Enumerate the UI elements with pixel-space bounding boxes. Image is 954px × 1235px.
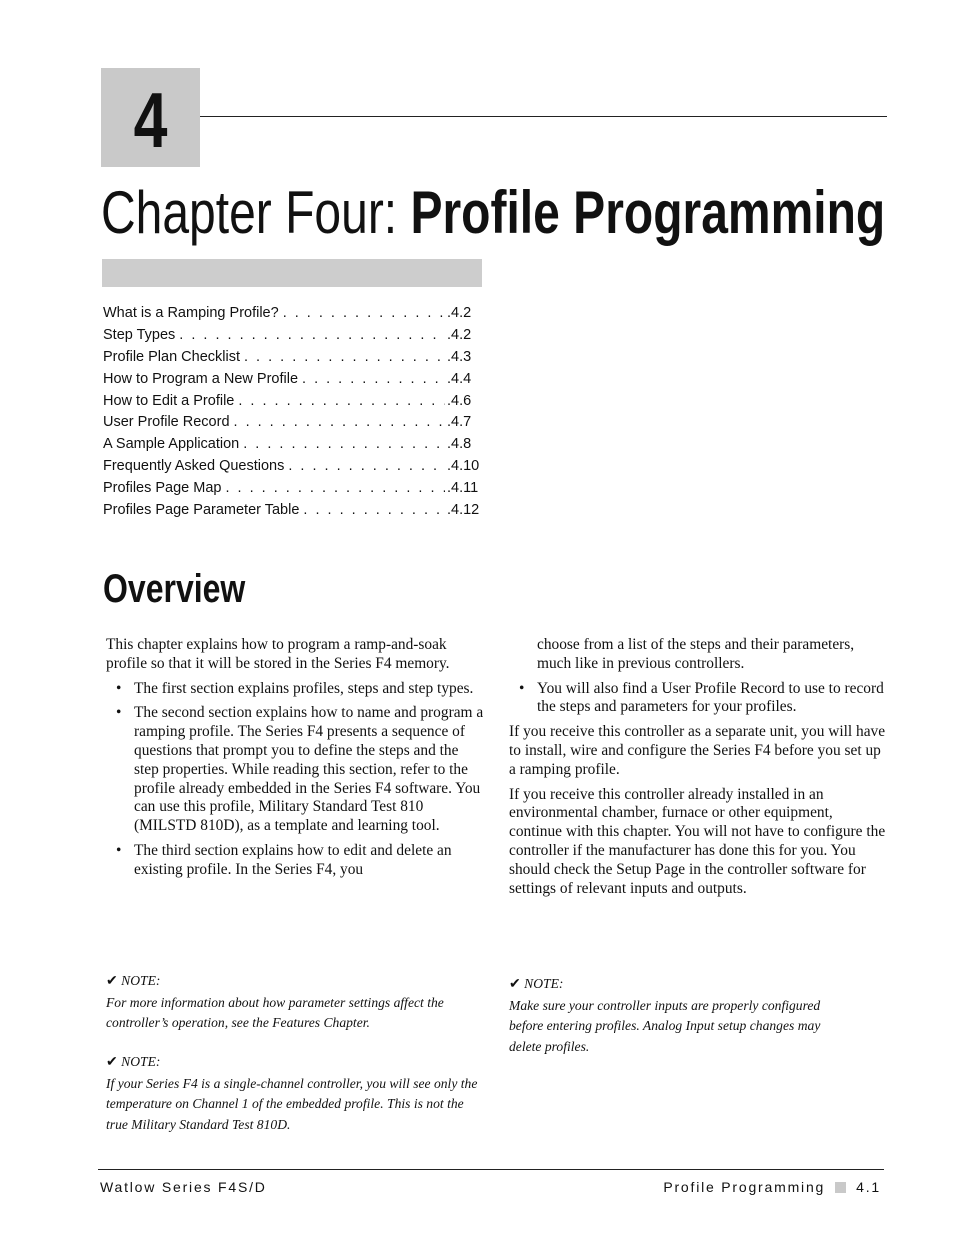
toc-entry[interactable] xyxy=(103,412,483,434)
toc-entry-page: .4.6 xyxy=(447,392,472,409)
toc-leader-dots xyxy=(179,325,445,347)
toc-leader-dots xyxy=(238,391,445,413)
note-text: Make sure your controller inputs are properly configured before entering profiles. Analog Input setup changes may delete profiles. xyxy=(509,997,821,1054)
toc-entry[interactable] xyxy=(103,325,483,347)
chapter-number: 4 xyxy=(133,76,168,164)
bullet-text: The third section explains how to edit and delete an existing profile. In the Series F4, you xyxy=(134,841,452,878)
footer-page-number: 4.1 xyxy=(856,1179,881,1195)
table-of-contents xyxy=(103,303,483,522)
toc-leader-dots xyxy=(234,412,445,434)
note-inputs xyxy=(509,974,839,1057)
toc-entry-page: .4.2 xyxy=(447,326,472,343)
chapter-title xyxy=(101,178,886,248)
toc-entry-page: .4.4 xyxy=(447,370,472,387)
paragraph-installed-unit: If you receive this controller already installed in an environmental chamber, furnace or other equipment, continue with this chapter. You will not have to configure the controller if the manufacturer has done this for you. You should check the Setup Page in the controller software for settings of relevant inputs and outputs. xyxy=(509,785,886,897)
note-header xyxy=(106,1052,488,1074)
toc-entry[interactable] xyxy=(103,369,483,391)
toc-entry-title: Profiles Page Parameter Table xyxy=(103,502,300,519)
toc-entry[interactable] xyxy=(103,434,483,456)
note-text: For more information about how parameter settings affect the controller’s operation, see the Features Chapter. xyxy=(106,994,444,1030)
footer-section-name: Profile Programming xyxy=(663,1179,826,1195)
toc-leader-dots xyxy=(302,369,445,391)
header-rule xyxy=(200,116,887,117)
bullet-icon: • xyxy=(519,679,525,697)
overview-right-column xyxy=(509,636,887,904)
toc-entry-title: How to Edit a Profile xyxy=(103,392,235,409)
chapter-title-prefix: Chapter Four: xyxy=(101,179,411,246)
overview-bullet-item xyxy=(509,680,887,718)
chapter-number-box xyxy=(101,68,200,167)
note-label: NOTE: xyxy=(121,973,161,988)
overview-heading: Overview xyxy=(103,567,246,611)
checkmark-icon: ✔ xyxy=(106,974,118,989)
note-single-channel xyxy=(106,1052,488,1135)
toc-entry-title: User Profile Record xyxy=(103,414,230,431)
note-label: NOTE: xyxy=(524,976,564,991)
toc-entry-title: Profiles Page Map xyxy=(103,480,222,497)
overview-bullet-item xyxy=(106,842,484,880)
footer-product-name: Watlow Series F4S/D xyxy=(100,1179,267,1195)
toc-entry[interactable] xyxy=(103,500,483,522)
toc-entry-page: .4.3 xyxy=(447,348,472,365)
toc-header-bar xyxy=(102,259,482,287)
overview-bullet-item xyxy=(106,704,484,836)
toc-entry[interactable] xyxy=(103,478,483,500)
overview-left-column xyxy=(106,636,484,886)
bullet-text: You will also find a User Profile Record to use to record the steps and parameters for your profiles. xyxy=(537,679,884,716)
toc-entry-page: .4.8 xyxy=(447,436,472,453)
toc-entry-page: .4.10 xyxy=(447,458,480,475)
note-label: NOTE: xyxy=(121,1054,161,1069)
bullet-text: The first section explains profiles, steps and step types. xyxy=(134,679,474,697)
toc-entry[interactable] xyxy=(103,391,483,413)
toc-entry-title: A Sample Application xyxy=(103,436,240,453)
toc-entry-page: .4.11 xyxy=(447,480,479,497)
toc-entry-page: .4.7 xyxy=(447,414,472,431)
paragraph-separate-unit: If you receive this controller as a separate unit, you will have to install, wire and configure the Series F4 before you set up a ramping profile. xyxy=(509,723,886,778)
note-text: If your Series F4 is a single-channel controller, you will see only the temperature on Channel 1 of the embedded profile. This is not the true Military Standard Test 810D. xyxy=(106,1075,478,1132)
toc-entry-page: .4.12 xyxy=(447,502,480,519)
toc-entry-title: Frequently Asked Questions xyxy=(103,458,285,475)
chapter-title-main: Profile Programming xyxy=(410,179,886,246)
bullet-text: The second section explains how to name and program a ramping profile. The Series F4 presents a sequence of questions that prompt you to define the steps and the step properties. While reading this section, refer to the profile already embedded in the Series F4 software. You can use this profile, Military Standard Test 810 (MILSTD 810D), as a template and learning tool. xyxy=(134,704,484,835)
footer-page-info xyxy=(663,1179,881,1195)
note-header xyxy=(509,974,839,996)
footer-rule xyxy=(98,1169,884,1170)
toc-leader-dots xyxy=(288,456,445,478)
toc-entry-title: Profile Plan Checklist xyxy=(103,348,240,365)
toc-entry-title: What is a Ramping Profile? xyxy=(103,305,279,321)
footer-square-icon xyxy=(835,1182,846,1193)
toc-entry-page: .4.2 xyxy=(447,305,472,321)
checkmark-icon: ✔ xyxy=(106,1055,118,1070)
overview-bullet-item xyxy=(106,680,484,699)
bullet-continuation: choose from a list of the steps and their parameters, much like in previous controllers. xyxy=(537,636,855,672)
checkmark-icon: ✔ xyxy=(509,977,521,992)
toc-entry[interactable] xyxy=(103,456,483,478)
bullet-icon: • xyxy=(116,841,122,859)
bullet-icon: • xyxy=(116,679,122,697)
toc-entry[interactable] xyxy=(103,347,483,369)
toc-entry-title: How to Program a New Profile xyxy=(103,370,299,387)
overview-intro: This chapter explains how to program a ramp-and-soak profile so that it will be stored in the Series F4 memory. xyxy=(106,636,450,672)
toc-entry[interactable] xyxy=(103,303,483,325)
toc-leader-dots xyxy=(243,434,445,456)
note-header xyxy=(106,971,488,993)
toc-leader-dots xyxy=(283,303,445,325)
toc-leader-dots xyxy=(244,347,445,369)
note-features xyxy=(106,971,488,1034)
toc-leader-dots xyxy=(225,478,445,500)
toc-entry-title: Step Types xyxy=(103,326,176,343)
overview-bullet-list xyxy=(509,680,887,718)
toc-leader-dots xyxy=(303,500,445,522)
bullet-icon: • xyxy=(116,704,122,722)
overview-bullet-list xyxy=(106,680,484,880)
